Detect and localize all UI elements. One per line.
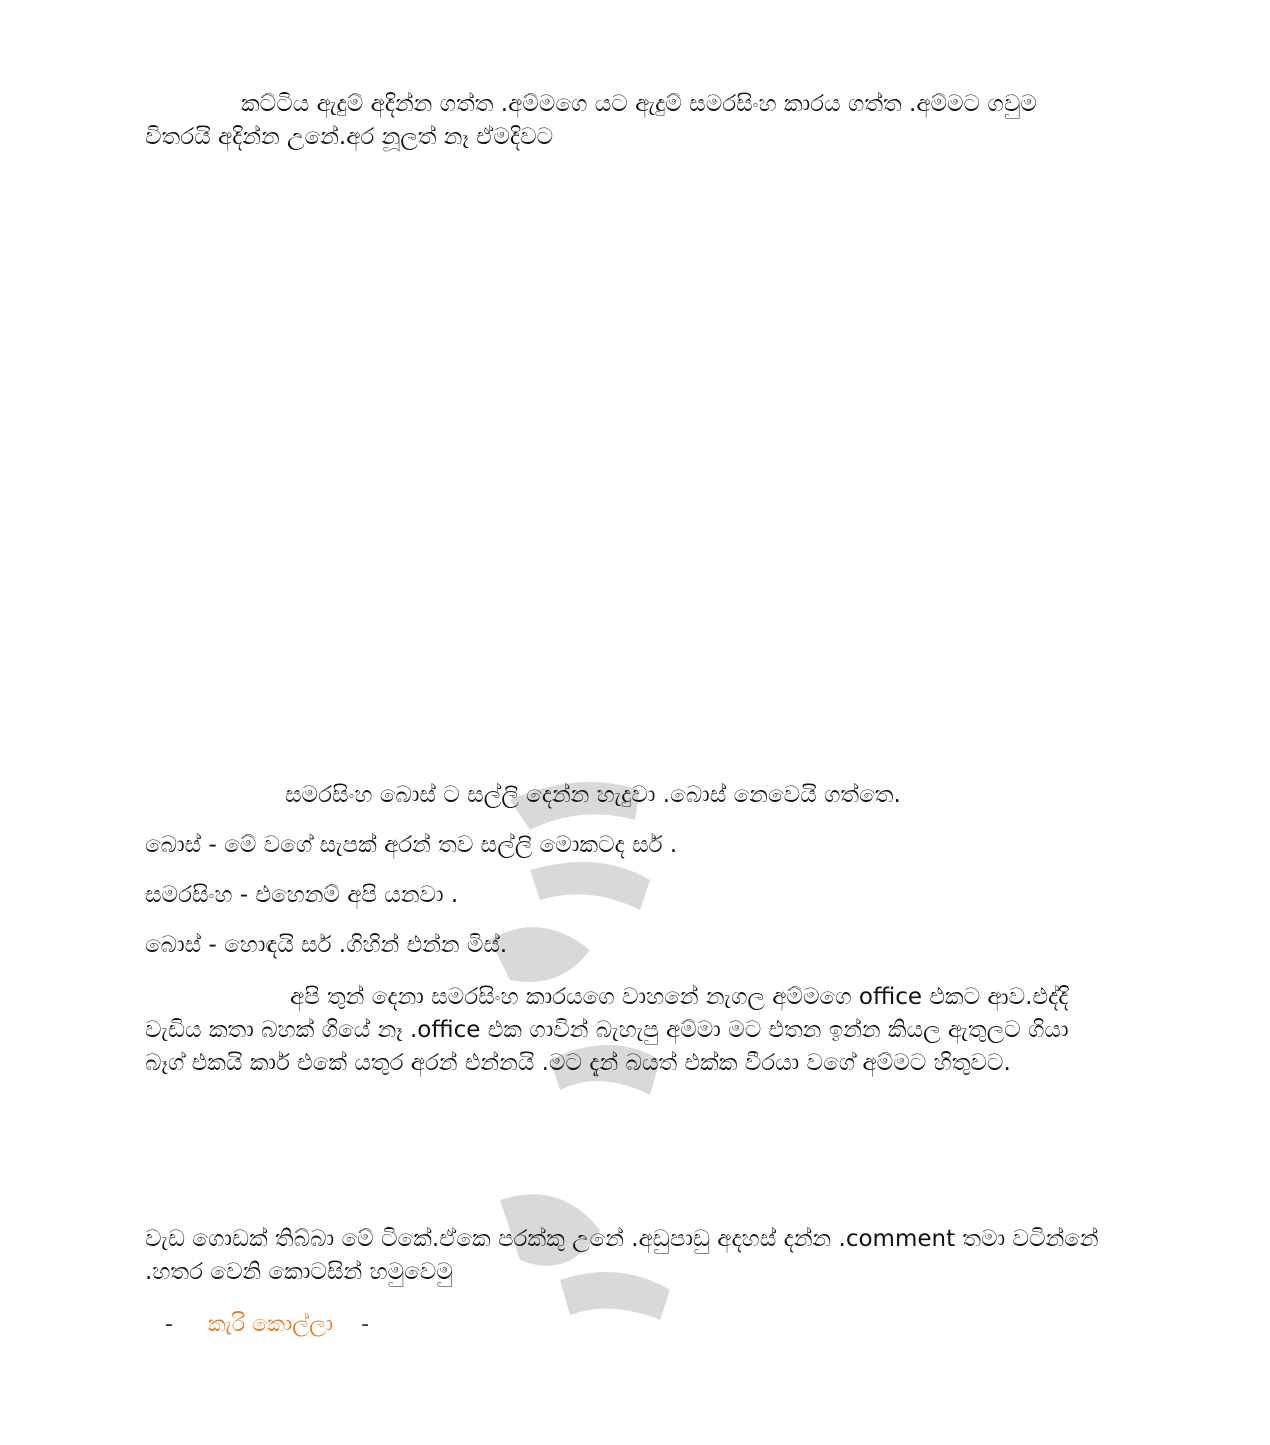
dialogue-samarasinghe: සමරසිංහ - එහෙනම් අපි යනවා .: [145, 882, 459, 908]
dash-left: -: [165, 1312, 173, 1337]
paragraph-intro: කට්ටිය ඇදුම් අදින්න ගත්ත .අම්මගෙ යට ඇදුම් සමරසිංහ කාරය ගත්ත .අම්මට ගවුම විතරයි අදින්න උනේ.අර නූලත් නෑ ඒමදිවට: [145, 91, 1037, 150]
dash-right: -: [361, 1312, 370, 1337]
paragraph-samarasinghe: සමරසිංහ බොස් ට සල්ලි දෙන්න හැදුවා .බොස් නෙවෙයි ගත්තෙ.: [285, 782, 901, 808]
paragraph-author-note: වැඩ ගොඩක් තිබ්බා මේ ටිකේ.ඒකෙ පරක්කු උනේ .අඩුපාඩු අදහස් දන්න .comment තමා වටින්නේ .හතර වෙනි කොටසින් හමුවෙමු: [145, 1226, 1099, 1285]
paragraph-office-trip: අපි තුන් දෙනා සමරසිංහ කාරයගෙ වාහනේ නැගල අම්මගෙ office එකට ආව.එද්දි වැඩිය කතා බහක් ගියේ නෑ .office එක ගාවින් බැහැපු අම්මා මට එතන ඉන්න කියල ඇතුලට ගියා බෑග් එකයි කාර් එකේ යතුර අරන් එන්නයි .මට දැන් බයත් එක්ක වීරයා වගේ අම්මට හිතුවට.: [145, 984, 1069, 1076]
dialogue-boss-1: බොස් - මේ වගේ සැපක් අරන් තව සල්ලි මොකටද සර් .: [145, 832, 678, 858]
author-name: කැරි කොල්ලා: [207, 1312, 334, 1337]
dialogue-boss-2: බොස් - හොඳයි සර් .ගිහින් එන්න මිස්.: [145, 932, 508, 958]
author-signature: [165, 1310, 369, 1340]
